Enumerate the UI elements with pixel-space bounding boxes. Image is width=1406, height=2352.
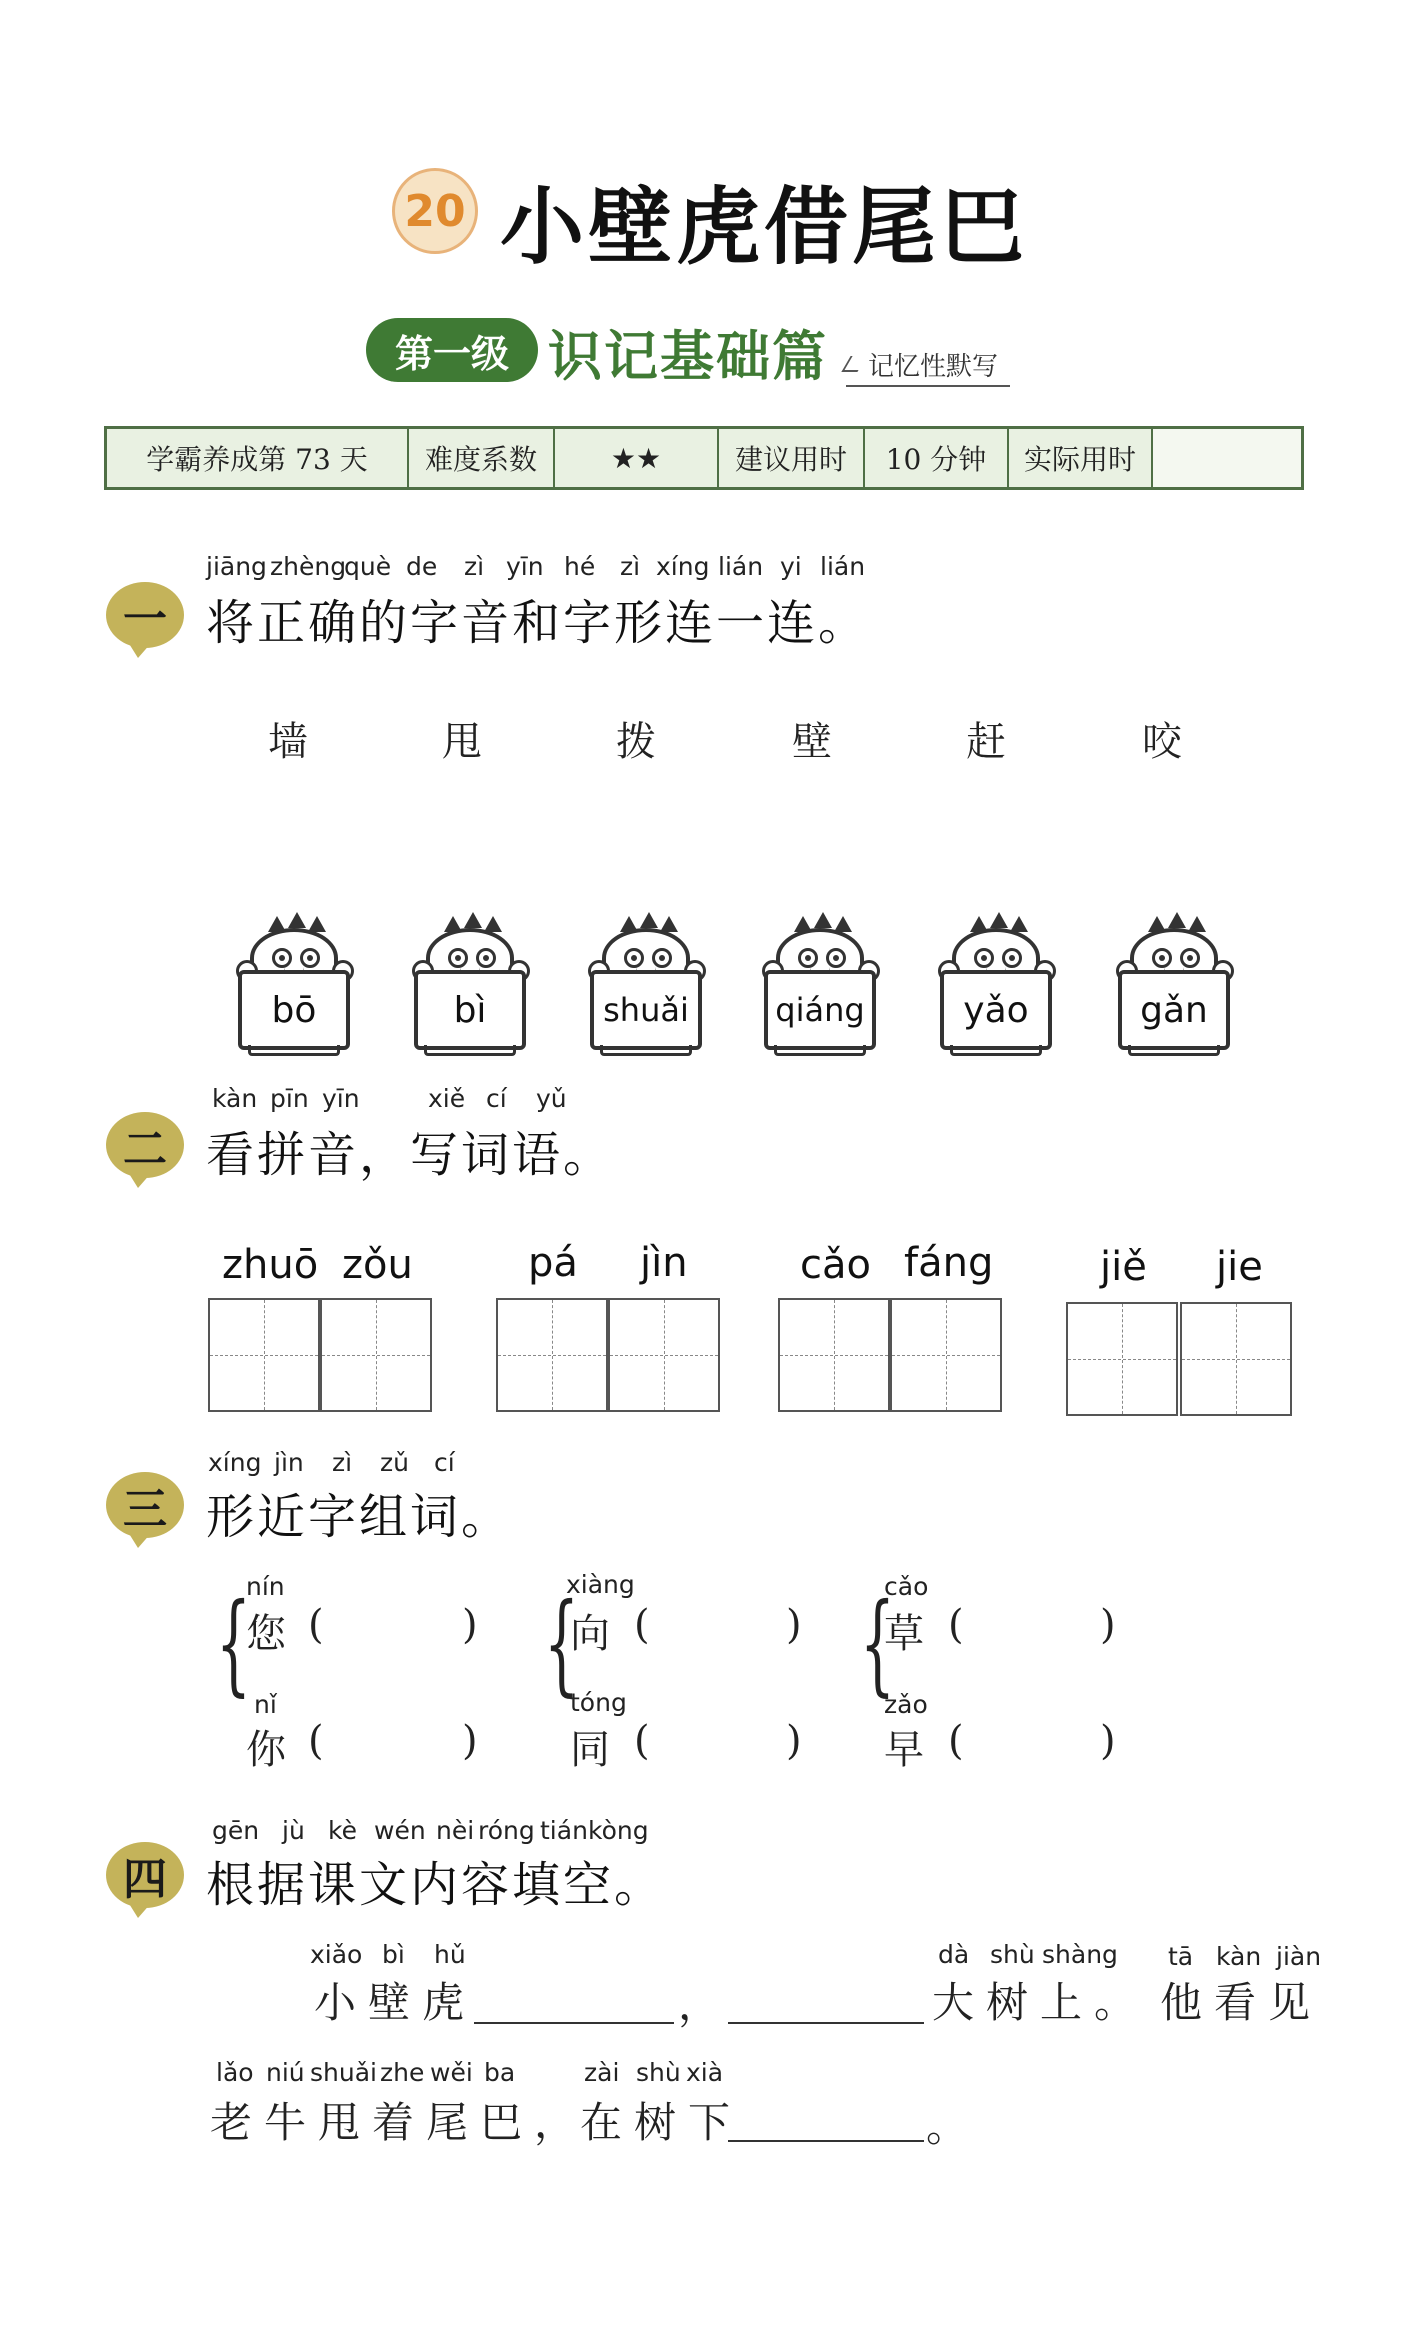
- pinyin-card: qiáng: [764, 970, 876, 1050]
- pinyin: yīn: [322, 1084, 360, 1113]
- pinyin: yi: [780, 552, 802, 581]
- pinyin: kàn: [1216, 1942, 1262, 1971]
- paren-open: (: [948, 1718, 964, 1764]
- writing-grid[interactable]: [608, 1298, 720, 1412]
- pinyin: cí: [486, 1084, 507, 1113]
- character[interactable]: 墙: [268, 719, 308, 765]
- pinyin-card-item[interactable]: [234, 918, 354, 1058]
- section-3-title: 形近字组词。: [206, 1489, 513, 1545]
- pinyin: jìn: [274, 1448, 304, 1477]
- pinyin: xiě: [428, 1084, 466, 1113]
- pinyin: niú: [266, 2058, 305, 2087]
- pinyin: shàng: [1042, 1940, 1118, 1969]
- writing-grid[interactable]: [320, 1298, 432, 1412]
- pinyin: nèi: [436, 1816, 475, 1845]
- pinyin: zì: [620, 552, 641, 581]
- similar-char: 早: [884, 1727, 924, 1773]
- pinyin: kè: [328, 1816, 357, 1845]
- writing-grid[interactable]: [208, 1298, 320, 1412]
- word-answer-field[interactable]: [330, 1720, 460, 1764]
- paren-open: (: [634, 1718, 650, 1764]
- similar-char: 你: [246, 1727, 286, 1773]
- pinyin-card: bì: [414, 970, 526, 1050]
- fill-blank[interactable]: [474, 2022, 674, 2024]
- pinyin: jù: [282, 1816, 305, 1845]
- section-2-number: 二: [123, 1124, 167, 1175]
- character[interactable]: 赶: [966, 719, 1006, 765]
- pinyin-card-item[interactable]: [1114, 918, 1234, 1058]
- text-segment: 。: [926, 2102, 981, 2151]
- paren-open: (: [634, 1602, 650, 1648]
- paren-close: ): [462, 1718, 478, 1764]
- section-3-icon: [106, 1472, 184, 1538]
- character[interactable]: 壁: [792, 719, 832, 765]
- word-answer-field[interactable]: [330, 1604, 460, 1648]
- word-answer-field[interactable]: [970, 1604, 1100, 1648]
- pinyin: tián: [540, 1816, 588, 1845]
- section-1-number: 一: [123, 594, 167, 645]
- pinyin: gēn: [212, 1816, 260, 1845]
- brace: {: [544, 1579, 579, 1707]
- pinyin: de: [406, 552, 438, 581]
- pinyin: lián: [820, 552, 866, 581]
- day-counter: 学霸养成第 73 天: [107, 429, 409, 487]
- character[interactable]: 咬: [1142, 719, 1182, 765]
- pinyin: què: [344, 552, 392, 581]
- word-pinyin: jie: [1216, 1244, 1263, 1290]
- similar-char: 向: [570, 1611, 610, 1657]
- character[interactable]: 甩: [442, 719, 482, 765]
- section-1-pinyin: [206, 552, 906, 586]
- similar-char: 草: [884, 1611, 924, 1657]
- pinyin: bì: [382, 1940, 405, 1969]
- text-segment: 小壁虎: [314, 1978, 477, 2027]
- pinyin: wěi: [430, 2058, 473, 2087]
- pinyin: xíng: [656, 552, 710, 581]
- pinyin: lián: [718, 552, 764, 581]
- level-note: 记忆性默写: [846, 346, 1010, 387]
- pinyin: zì: [464, 552, 485, 581]
- section-4-pinyin: [212, 1816, 672, 1850]
- pinyin: róng: [478, 1816, 535, 1845]
- pinyin: xià: [686, 2058, 724, 2087]
- pinyin: shuǎi: [310, 2058, 377, 2087]
- suggested-time-value: 10 分钟: [865, 429, 1009, 487]
- difficulty-label: 难度系数: [409, 429, 555, 487]
- section-1-title: 将正确的字音和字形连一连。: [206, 595, 870, 651]
- pinyin: kòng: [588, 1816, 649, 1845]
- pinyin: jiàn: [1276, 1942, 1322, 1971]
- pinyin: zhèng: [270, 552, 347, 581]
- word-pinyin: zhuō: [222, 1242, 319, 1288]
- text-segment: 老牛甩着尾巴，: [210, 2098, 589, 2147]
- word-answer-field[interactable]: [656, 1720, 786, 1764]
- pinyin: lǎo: [216, 2058, 254, 2087]
- word-pinyin: jìn: [640, 1240, 688, 1286]
- char-pinyin: tóng: [570, 1688, 627, 1717]
- suggested-time-label: 建议用时: [719, 429, 865, 487]
- section-4-icon: [106, 1842, 184, 1908]
- paren-open: (: [308, 1602, 324, 1648]
- pinyin-card: gǎn: [1118, 970, 1230, 1050]
- text-segment: 大树上。: [932, 1978, 1149, 2027]
- pinyin: pīn: [270, 1084, 309, 1113]
- pinyin: zhe: [380, 2058, 425, 2087]
- pinyin: dà: [938, 1940, 970, 1969]
- text-segment: 在树下: [580, 2098, 743, 2147]
- difficulty-stars: ★★: [555, 429, 719, 487]
- pinyin: cí: [434, 1448, 455, 1477]
- writing-grid[interactable]: [778, 1298, 890, 1412]
- paren-close: ): [462, 1602, 478, 1648]
- paren-open: (: [948, 1602, 964, 1648]
- level-badge: 第一级: [366, 318, 538, 382]
- word-pinyin: pá: [528, 1240, 578, 1286]
- section-2-pinyin: [212, 1084, 612, 1118]
- line1-pinyin-c: [1168, 1942, 1368, 1972]
- character[interactable]: 拨: [616, 719, 656, 765]
- section-2-title: 看拼音，写词语。: [206, 1127, 615, 1183]
- word-pinyin: fáng: [904, 1240, 994, 1286]
- level-title: 识记基础篇: [548, 325, 828, 388]
- pinyin: xiǎo: [310, 1940, 363, 1969]
- paren-close: ): [786, 1718, 802, 1764]
- fill-blank[interactable]: [728, 2022, 924, 2024]
- pinyin: kàn: [212, 1084, 258, 1113]
- pinyin: zì: [332, 1448, 353, 1477]
- actual-time-label: 实际用时: [1009, 429, 1153, 487]
- writing-grid[interactable]: [496, 1298, 608, 1412]
- pinyin-card: shuǎi: [590, 970, 702, 1050]
- paren-close: ): [1100, 1602, 1116, 1648]
- section-2-icon: [106, 1112, 184, 1178]
- pinyin: hǔ: [434, 1940, 466, 1969]
- pinyin: zài: [584, 2058, 620, 2087]
- pinyin: hé: [564, 552, 596, 581]
- pinyin-card-item[interactable]: [410, 918, 530, 1058]
- section-3-pinyin: [208, 1448, 508, 1482]
- word-pinyin: zǒu: [342, 1242, 413, 1288]
- char-pinyin: nín: [246, 1572, 285, 1601]
- pinyin-card-item[interactable]: [586, 918, 706, 1058]
- pinyin-card: yǎo: [940, 970, 1052, 1050]
- line1-pinyin-a: [310, 1940, 510, 1970]
- lesson-number: 20: [404, 185, 466, 237]
- char-pinyin: nǐ: [254, 1690, 277, 1719]
- pinyin: tā: [1168, 1942, 1194, 1971]
- word-pinyin: jiě: [1100, 1244, 1147, 1290]
- word-pinyin: cǎo: [800, 1242, 871, 1288]
- writing-grid[interactable]: [1180, 1302, 1292, 1416]
- line2-pinyin-a: [216, 2058, 556, 2088]
- pinyin-card: bō: [238, 970, 350, 1050]
- pinyin-card-item[interactable]: [936, 918, 1056, 1058]
- actual-time-field[interactable]: [1153, 429, 1301, 487]
- lesson-number-badge: [392, 168, 478, 254]
- pinyin: ba: [484, 2058, 516, 2087]
- text-segment: ，: [678, 1980, 733, 2029]
- line2-pinyin-b: [584, 2058, 784, 2088]
- char-pinyin: xiàng: [566, 1570, 635, 1599]
- pinyin: zǔ: [380, 1448, 409, 1477]
- char-pinyin: zǎo: [884, 1690, 928, 1719]
- writing-grid[interactable]: [890, 1298, 1002, 1412]
- section-4-number: 四: [123, 1854, 167, 1905]
- section-4-title: 根据课文内容填空。: [206, 1857, 666, 1913]
- line1-pinyin-b: [938, 1940, 1138, 1970]
- paren-close: ): [786, 1602, 802, 1648]
- paren-open: (: [308, 1718, 324, 1764]
- pinyin: xíng: [208, 1448, 262, 1477]
- pinyin: yǔ: [536, 1084, 567, 1113]
- page-title: 小壁虎借尾巴: [500, 178, 1029, 276]
- section-3-number: 三: [123, 1484, 167, 1535]
- writing-grid[interactable]: [1066, 1302, 1178, 1416]
- fill-blank[interactable]: [728, 2140, 924, 2142]
- char-pinyin: cǎo: [884, 1572, 929, 1601]
- pinyin: yīn: [506, 552, 544, 581]
- pinyin-card-item[interactable]: [760, 918, 880, 1058]
- paren-close: ): [1100, 1718, 1116, 1764]
- similar-char: 您: [246, 1611, 286, 1657]
- similar-char: 同: [570, 1727, 610, 1773]
- pinyin: shù: [636, 2058, 681, 2087]
- pinyin: shù: [990, 1940, 1035, 1969]
- word-answer-field[interactable]: [656, 1604, 786, 1648]
- word-answer-field[interactable]: [970, 1720, 1100, 1764]
- pinyin: wén: [374, 1816, 426, 1845]
- brace: {: [216, 1579, 251, 1707]
- brace: {: [860, 1579, 895, 1707]
- section-1-icon: [106, 582, 184, 648]
- info-bar: [104, 426, 1304, 490]
- pinyin: jiāng: [206, 552, 267, 581]
- text-segment: 他看见: [1160, 1978, 1323, 2027]
